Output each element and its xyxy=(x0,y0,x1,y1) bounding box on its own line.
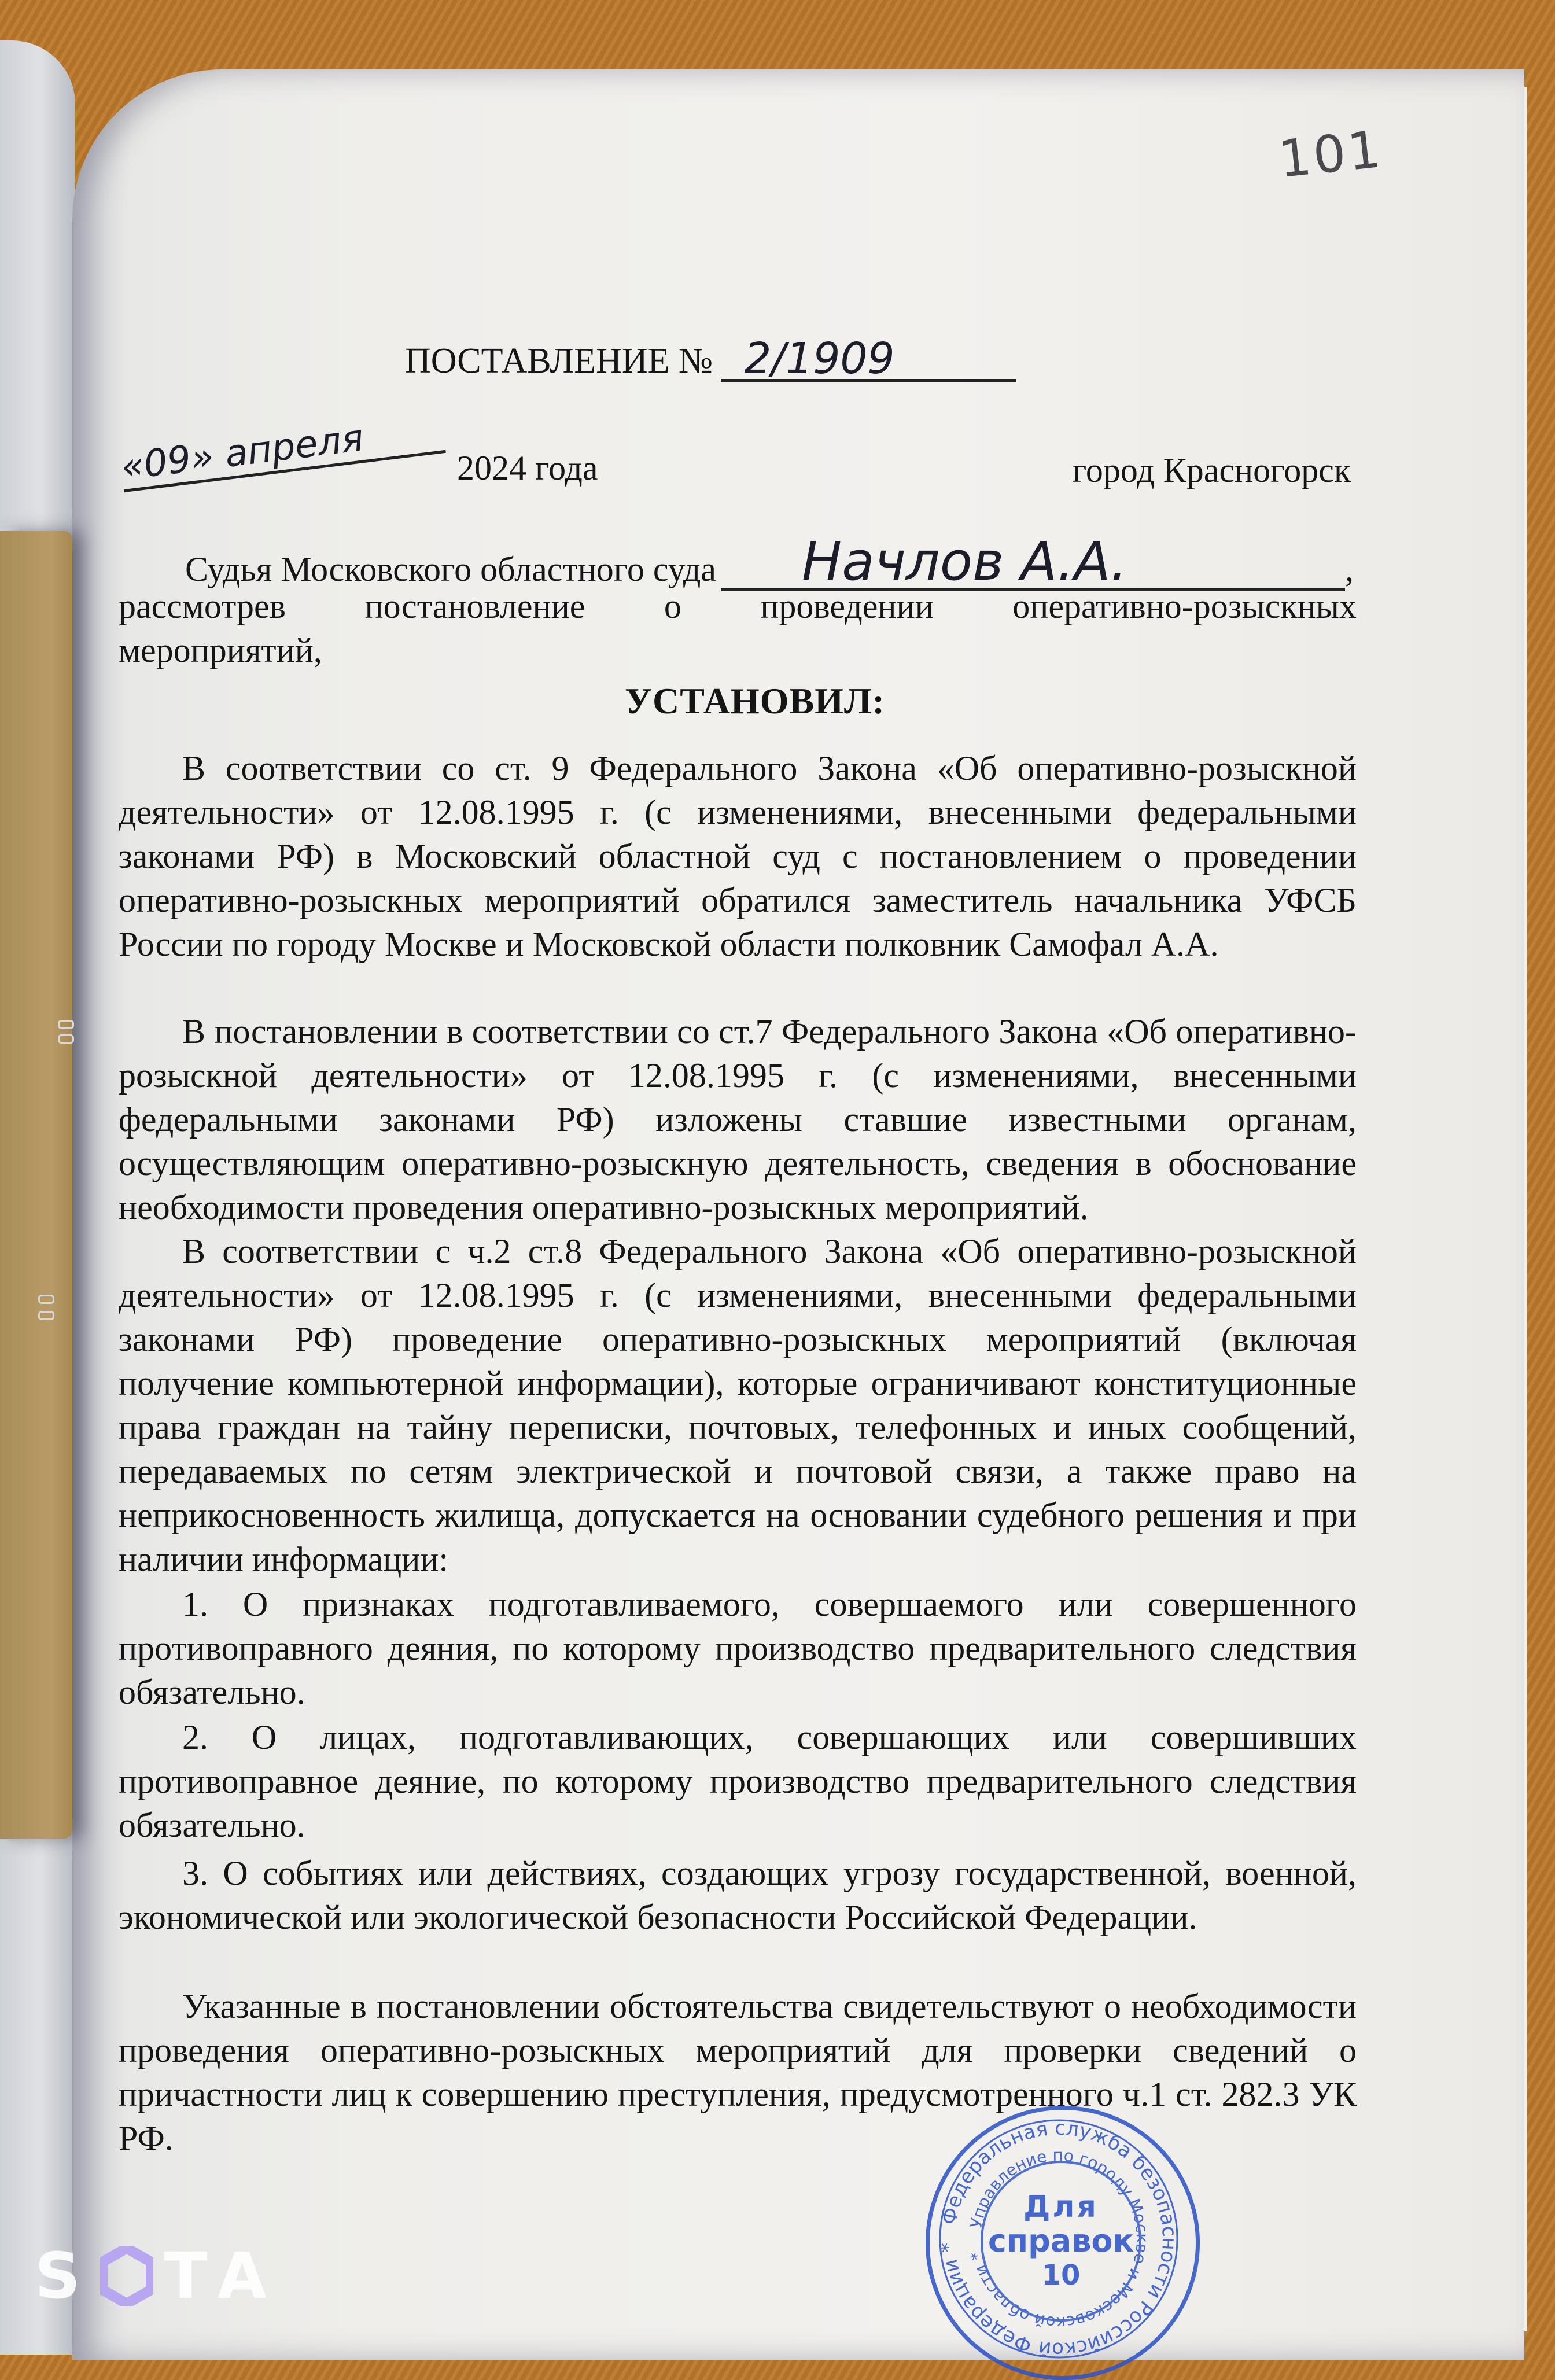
date-city-row xyxy=(119,417,1351,492)
list-item-2: 2. О лицах, подготавливающих, совершающих или совершивших противоправное деяние, по которому производство предварительного следствия обязательно. xyxy=(119,1718,1357,1844)
logo-text-end: TA xyxy=(164,2239,282,2313)
stamp-line-2: справок xyxy=(987,2223,1134,2259)
title-label: ПОСТАВЛЕНИЕ № xyxy=(405,341,713,381)
paragraph-1: В соответствии со ст. 9 Федерального Закона «Об оперативно-розыскной деятельности» от 12.08.1995 г. (с изменениями, внесенными федеральными законами РФ) в Московский областной суд с постановлением о проведении оперативно-розыскных мероприятий обратился заместитель начальника УФСБ России по городу Москве и Московской области полковник Самофал А.А. xyxy=(119,749,1357,963)
stamp-line-1: Для xyxy=(1023,2190,1099,2224)
svg-text:Управление по городу Москве и: Управление по городу Москве и Московской области * xyxy=(966,2145,1152,2333)
judge-name-handwritten: Начлов А.А. xyxy=(721,535,1345,591)
svg-text:Федеральная служба безопасност: Федеральная служба безопасности Российской Федерации * xyxy=(936,2116,1181,2361)
stamp-center xyxy=(981,2161,1141,2322)
title-number-handwritten: 2/1909 xyxy=(721,338,1016,382)
handwritten-page-number: 101 xyxy=(1276,119,1386,190)
judge-row xyxy=(185,530,1354,592)
stamp-line-3: 10 xyxy=(1041,2259,1081,2291)
folder-binding-tab xyxy=(0,531,72,1839)
paragraph-3: В соответствии с ч.2 ст.8 Федерального Закона «Об оперативно-розыскной деятельности» от 12.08.1995 г. (с изменениями, внесенными федеральными законами РФ) проведение оперативно-розыскных мероприятий (включая получение компьютерной информации), которые ограничивают конституционные права граждан на тайну переписки, почтовых, телефонных и иных сообщений, передаваемых по сетям электрической и почтовой связи, а также право на неприкосновенность жилища, допускается на основании судебного решения и при наличии информации: xyxy=(119,1232,1357,1578)
city: город Красногорск xyxy=(1072,451,1351,489)
staple-icon xyxy=(38,1311,54,1320)
staple-icon xyxy=(58,1020,74,1029)
official-stamp xyxy=(926,2106,1200,2380)
section-heading: УСТАНОВИЛ: xyxy=(625,680,885,721)
staple-icon xyxy=(38,1295,54,1304)
judge-suffix: , xyxy=(1345,550,1354,588)
date-handwritten: «09» апреля xyxy=(119,406,446,492)
judge-prefix: Судья Московского областного суда xyxy=(185,550,717,588)
intro-line-2: мероприятий, xyxy=(119,631,322,669)
paragraph-2: В постановлении в соответствии со ст.7 Федерального Закона «Об оперативно-розыскной деятельности» от 12.08.1995 г. (с изменениями, внесенными федеральными законами РФ) изложены ставшие известными органам, осуществляющим оперативно-розыскную деятельность, сведения в обоснование необходимости проведения оперативно-розыскных мероприятий. xyxy=(119,1012,1357,1226)
date-group xyxy=(119,417,598,492)
logo-text-start: S xyxy=(35,2239,96,2313)
list-item-3: 3. О событиях или действиях, создающих угрозу государственной, военной, экономической или экологической безопасности Российской Федерации. xyxy=(119,1854,1357,1936)
list-item-1: 1. О признаках подготавливаемого, совершаемого или совершенного противоправного деяния, по которому производство предварительного следствия обязательно. xyxy=(119,1585,1357,1711)
sota-watermark-logo xyxy=(35,2239,282,2313)
staple-icon xyxy=(58,1034,74,1044)
date-year: 2024 года xyxy=(457,449,598,487)
intro-line-1: рассмотрев постановление о проведении оперативно-розыскных xyxy=(119,587,1357,625)
closing-paragraph: Указанные в постановлении обстоятельства свидетельствуют о необходимости проведения оперативно-розыскных мероприятий для проверки сведений о причастности лиц к совершению преступления, предусмотренного ч.1 ст. 282.3 УК РФ. xyxy=(119,1987,1357,2157)
document-title xyxy=(405,334,1016,384)
hexagon-icon xyxy=(100,2246,153,2306)
